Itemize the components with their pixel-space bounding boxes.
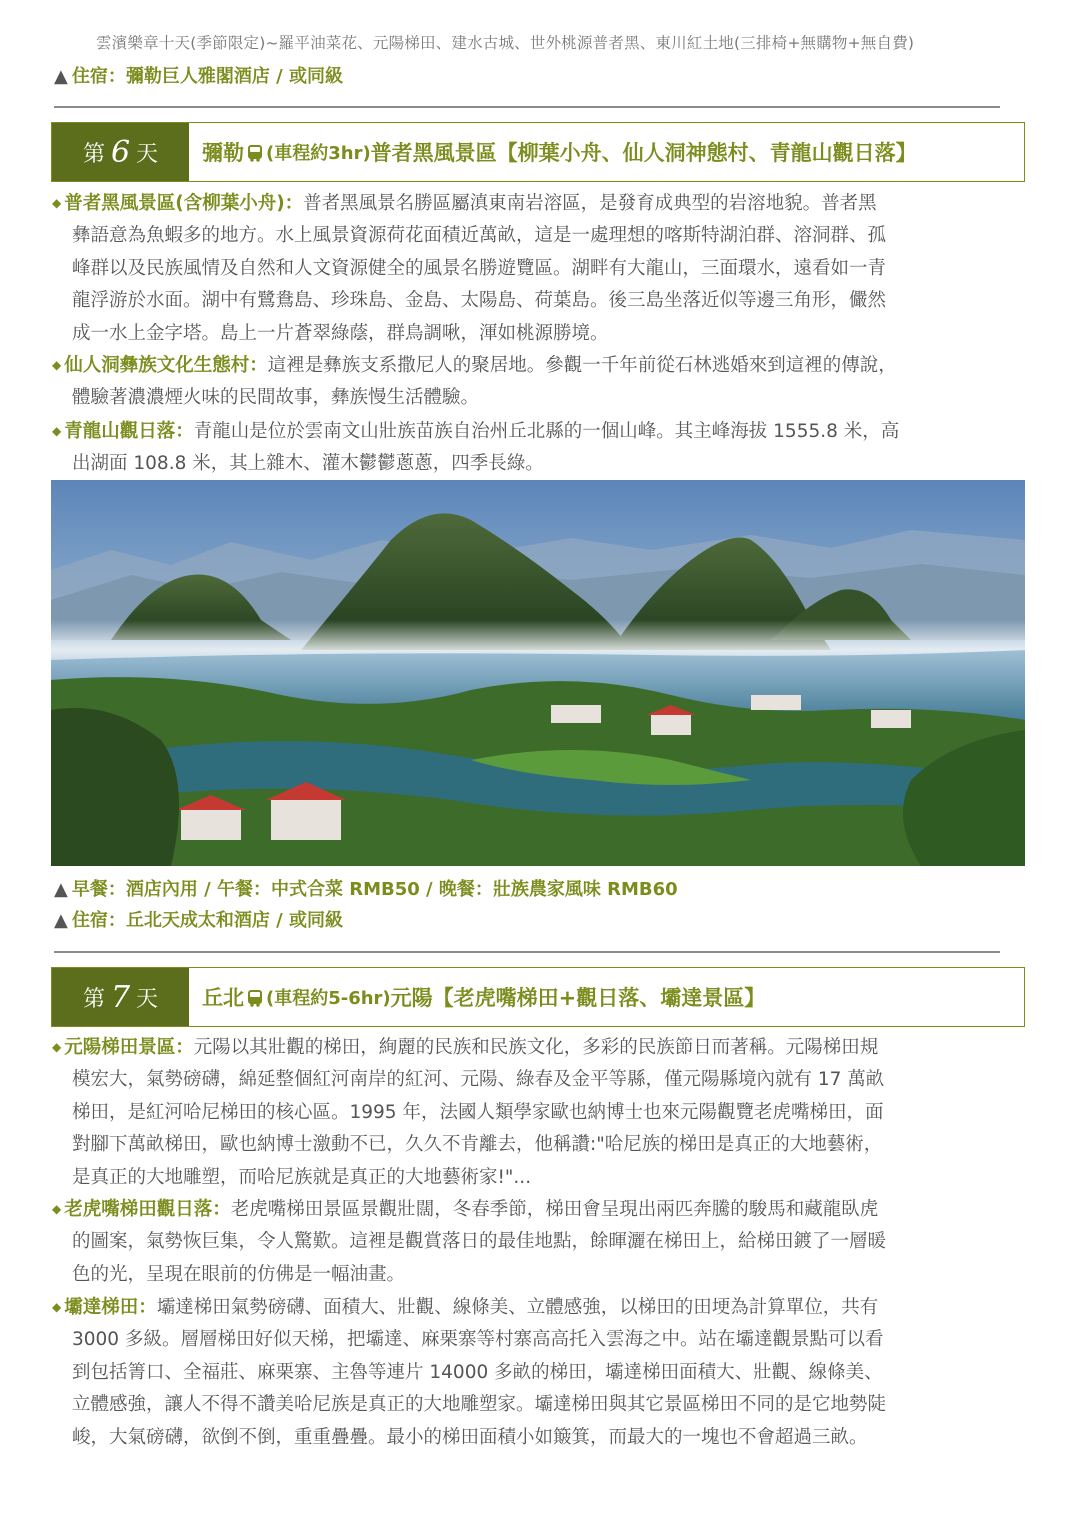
day6-badge: 第 6 天 [52,123,189,181]
divider [54,951,1000,953]
item-text: 立體感強，讓人不得不讚美哈尼族是真正的大地雕塑家。壩達梯田與其它景區梯田不同的是它地勢陡 [72,1394,887,1416]
day7-badge: 第 7 天 [52,968,189,1026]
paragraph-line [52,382,1028,414]
paragraph-line [52,1097,1028,1129]
paragraph-line [52,1162,1028,1194]
triangle-icon: ▲ [54,66,68,87]
day7-item-1 [52,1193,1028,1291]
item-text: 彝語意為魚蝦多的地方。水上風景資源荷花面積近萬畝，這是一處理想的喀斯特湖泊群、溶洞群、孤 [72,225,887,247]
item-text: 出湖面 108.8 米，其上雜木、灌木鬱鬱蔥蔥，四季長綠。 [72,453,544,475]
item-text: 青龍山是位於雲南文山壯族苗族自治州丘北縣的一個山峰。其主峰海拔 1555.8 米，高 [193,421,900,442]
bus-icon [248,990,262,1004]
day7-item-2 [52,1291,1028,1454]
item-text: 到包括箐口、全福莊、麻栗寨、主魯等連片 14000 多畝的梯田，壩達梯田面積大、壯觀、線條美、 [72,1361,883,1383]
day6-stay-line: ▲ 住宿：丘北天成太和酒店 / 或同級 [54,910,343,931]
day6-item-1 [52,349,1028,415]
day6-header [51,122,1025,182]
paragraph-line [52,1259,1028,1291]
landscape-illustration [51,480,1025,866]
divider [54,106,1000,108]
item-text: 3000 多級。層層梯田好似天梯，把壩達、麻栗寨等村寨高高托入雲海之中。站在壩達觀景點可以看 [72,1329,884,1351]
item-text: 模宏大，氣勢磅礴，綿延整個紅河南岸的紅河、元陽、綠春及金平等縣，僅元陽縣境內就有 17 萬畝 [72,1069,885,1091]
item-label: 壩達梯田 [64,1297,139,1318]
item-label: 普者黑風景區(含柳葉小舟) [64,193,285,214]
item-text: 龍浮游於水面。湖中有鷺鴦島、珍珠島、金島、太陽島、荷葉島。後三島坐落近似等邊三角形，儼然 [72,290,887,312]
paragraph-line [52,220,1028,252]
item-text: 元陽以其壯觀的梯田，絢麗的民族和民族文化，多彩的民族節日而著稱。元陽梯田規 [193,1037,879,1058]
item-text: 峻，大氣磅礴，欲倒不倒，重重疊疊。最小的梯田面積小如簸箕，而最大的一塊也不會超過三畝。 [72,1426,868,1448]
paragraph-line [52,349,1028,382]
paragraph-line [52,1291,1028,1324]
item-text: 老虎嘴梯田景區景觀壯闊，冬春季節，梯田會呈現出兩匹奔騰的駿馬和藏龍臥虎 [230,1199,879,1220]
tour-title-header: 雲濱樂章十天(季節限定)~羅平油菜花、元陽梯田、建水古城、世外桃源普者黑、東川紅土地(三排椅+無購物+無自費) [96,34,915,52]
item-text: 梯田，是紅河哈尼梯田的核心區。1995 年，法國人類學家歐也納博士也來元陽觀覽老虎嘴梯田，面 [72,1101,884,1123]
item-separator: ： [284,193,304,214]
day6-meals-line: ▲ 早餐：酒店內用 / 午餐：中式合菜 RMB50 / 晚餐：壯族農家風味 RMB60 [54,879,678,900]
item-separator: ： [249,355,268,376]
day6-item-0 [52,187,1028,350]
day6-title: 彌勒 (車程約3hr) 普者黑風景區【柳葉小舟、仙人洞神態村、青龍山觀日落】 [202,141,917,165]
item-separator: ： [175,421,194,442]
paragraph-line [52,448,1028,480]
paragraph-line [52,1357,1028,1389]
diamond-bullet-icon: ◆ [52,1300,62,1314]
day6-item-2 [52,415,1028,481]
diamond-bullet-icon: ◆ [52,1040,62,1054]
item-text: 色的光，呈現在眼前的仿佛是一幅油畫。 [72,1263,406,1285]
item-text: 是真正的大地雕塑，而哈尼族就是真正的大地藝術家!"... [72,1166,532,1188]
item-text: 壩達梯田氣勢磅礴、面積大、壯觀、線條美、立體感強，以梯田的田埂為計算單位，共有 [156,1297,879,1318]
paragraph-line [52,318,1028,350]
item-separator: ： [138,1297,157,1318]
triangle-icon: ▲ [54,910,68,931]
item-separator: ： [212,1199,231,1220]
item-label: 仙人洞彝族文化生態村 [64,355,250,376]
item-separator: ： [175,1037,194,1058]
top-stay-line: ▲ 住宿：彌勒巨人雅閣酒店 / 或同級 [54,66,343,87]
item-text: 的圖案，氣勢恢巨集，令人驚歎。這裡是觀賞落日的最佳地點，餘暉灑在梯田上，給梯田鍍了一層暖 [72,1231,887,1253]
day7-header [51,967,1025,1027]
paragraph-line [52,415,1028,448]
paragraph-line [52,1031,1028,1064]
item-label: 老虎嘴梯田觀日落 [64,1199,213,1220]
paragraph-line [52,1422,1028,1454]
item-text: 成一水上金字塔。島上一片蒼翠綠蔭，群鳥調啾，渾如桃源勝境。 [72,322,609,344]
day7-item-0 [52,1031,1028,1194]
paragraph-line [52,253,1028,285]
item-text: 這裡是彝族支系撒尼人的聚居地。參觀一千年前從石林逃婚來到這裡的傳說， [267,355,897,376]
item-text: 對腳下萬畝梯田，歐也納博士激動不已，久久不肯離去，他稱讚:"哈尼族的梯田是真正的大地藝術， [72,1134,883,1156]
item-label: 青龍山觀日落 [64,421,176,442]
paragraph-line [52,1193,1028,1226]
triangle-icon: ▲ [54,879,68,900]
diamond-bullet-icon: ◆ [52,358,62,372]
day7-title: 丘北 (車程約5-6hr) 元陽【老虎嘴梯田+觀日落、壩達景區】 [202,986,766,1010]
item-text: 普者黑風景名勝區屬滇東南岩溶區，是發育成典型的岩溶地貌。普者黑 [303,193,877,214]
bus-icon [248,145,262,159]
paragraph-line [52,285,1028,317]
paragraph-line [52,1389,1028,1421]
diamond-bullet-icon: ◆ [52,1202,62,1216]
paragraph-line [52,1226,1028,1258]
karst-lake-photo [51,480,1025,866]
paragraph-line [52,1064,1028,1096]
paragraph-line [52,187,1028,220]
paragraph-line [52,1324,1028,1356]
paragraph-line [52,1129,1028,1161]
item-text: 峰群以及民族風情及自然和人文資源健全的風景名勝遊覽區。湖畔有大龍山，三面環水，遠看如一青 [72,257,887,279]
diamond-bullet-icon: ◆ [52,424,62,438]
item-label: 元陽梯田景區 [64,1037,176,1058]
diamond-bullet-icon: ◆ [52,196,62,210]
item-text: 體驗著濃濃煙火味的民間故事，彝族慢生活體驗。 [72,387,480,409]
